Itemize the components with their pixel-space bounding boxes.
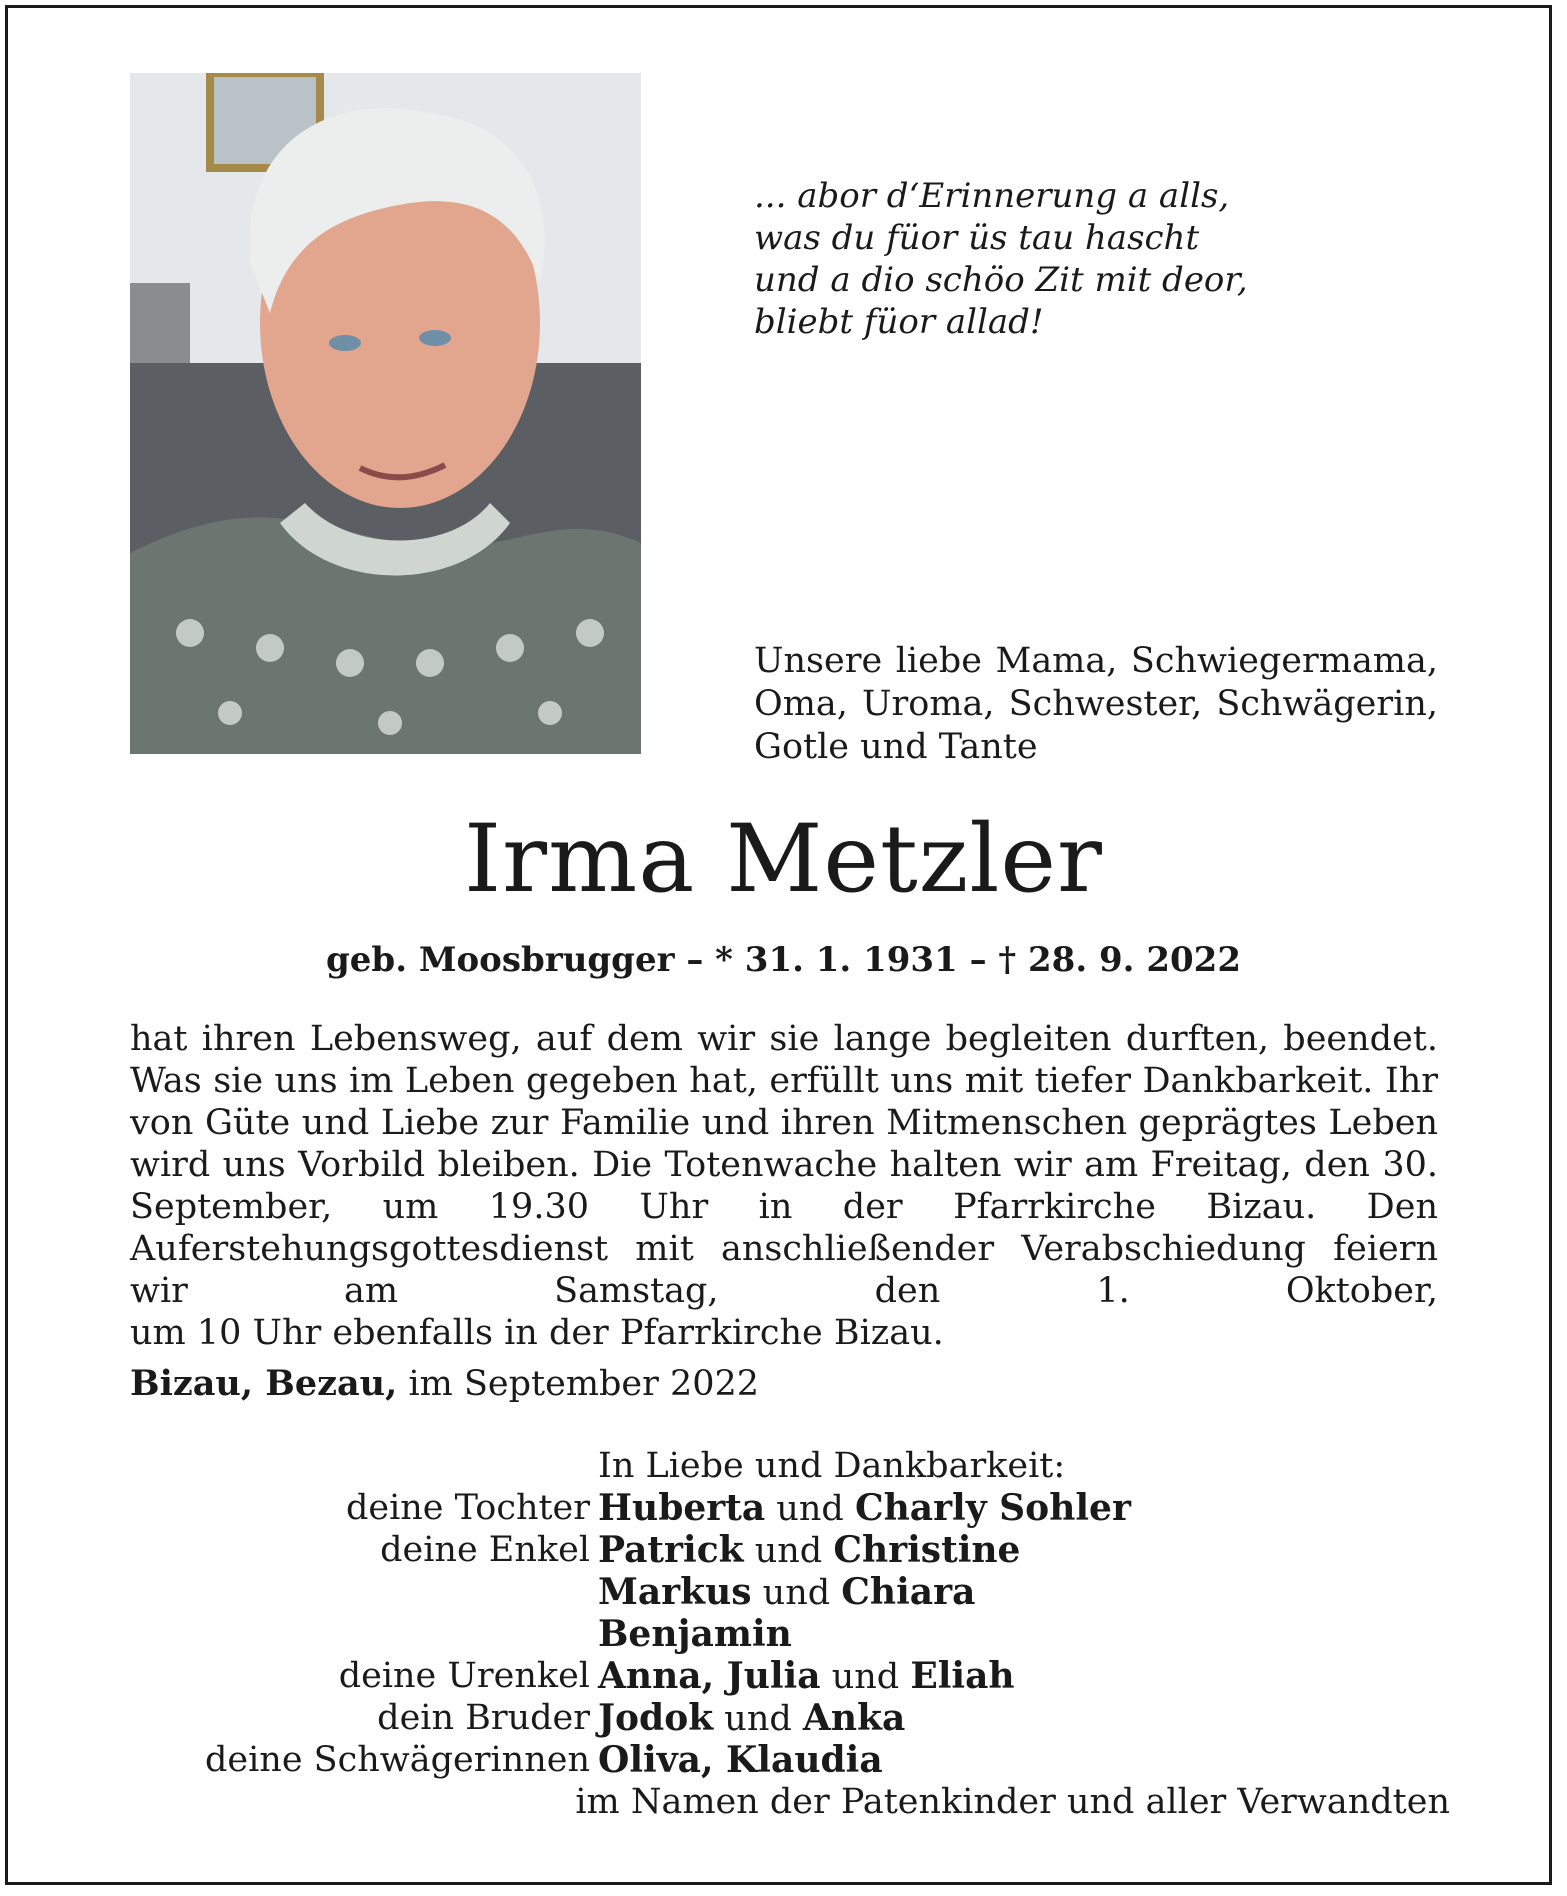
connector-text: und <box>751 1573 842 1613</box>
family-member-name: Anka <box>802 1697 906 1739</box>
family-names <box>598 1655 1015 1697</box>
family-member-name: Benjamin <box>598 1613 792 1655</box>
family-role: deine Enkel <box>380 1530 590 1570</box>
family-row <box>130 1571 1450 1613</box>
family-role <box>130 1613 598 1655</box>
family-row <box>130 1697 1450 1739</box>
family-row <box>130 1781 1450 1823</box>
family-heading-row <box>130 1445 1450 1487</box>
family-list <box>130 1445 1450 1823</box>
announcement-main: hat ihren Lebensweg, auf dem wir sie lange begleiten durften, beendet. Was sie uns im Leben gegeben hat, erfüllt uns mit tiefer Dankbarkeit. Ihr von Güte und Liebe zur Familie und ihren Mitmenschen geprägtes Leben wird uns Vorbild bleiben. Die Totenwache halten wir am Freitag, den 30. September, um 19.30 Uhr in der Pfarrkirche Bizau. Den Auferstehungsgottesdienst mit anschließender Verabschiedung feiern wir am Samstag, den 1. Oktober, <box>130 1019 1438 1311</box>
family-member-name: Eliah <box>910 1655 1015 1697</box>
intro-text: Unsere liebe Mama, Schwiegermama, Oma, Uroma, Schwester, Schwägerin, Gotle und Tante <box>754 641 1438 767</box>
family-heading: In Liebe und Dankbarkeit: <box>598 1446 1066 1486</box>
family-role <box>130 1571 598 1613</box>
family-member-name: Chiara <box>841 1571 976 1613</box>
place-date <box>130 1362 759 1406</box>
family-member-name: Christine <box>833 1529 1021 1571</box>
portrait-photo <box>130 73 641 754</box>
announcement-last-line: um 10 Uhr ebenfalls in der Pfarrkirche Bizau. <box>130 1313 944 1353</box>
family-member-name: Anna, Julia <box>598 1655 821 1697</box>
family-names <box>575 1781 1450 1823</box>
family-member-name: Charly Sohler <box>854 1487 1131 1529</box>
family-row <box>130 1655 1450 1697</box>
family-names <box>598 1613 792 1655</box>
family-role: dein Bruder <box>377 1698 590 1738</box>
quote-line-1: ... abor d‘Erinnerung a alls, <box>754 176 1230 216</box>
family-row <box>130 1613 1450 1655</box>
family-member-name: Patrick <box>598 1529 744 1571</box>
connector-text: und <box>713 1699 803 1739</box>
family-names <box>598 1739 883 1781</box>
birth-death-line: geb. Moosbrugger – * 31. 1. 1931 – † 28. 9. 2022 <box>326 940 1241 980</box>
family-role: deine Schwägerinnen <box>204 1740 590 1780</box>
family-role <box>130 1445 598 1487</box>
date: im September 2022 <box>408 1364 760 1404</box>
family-row <box>130 1529 1450 1571</box>
connector-text: im Namen der Patenkinder und aller Verwandten <box>575 1782 1450 1822</box>
family-member-name: Markus <box>598 1571 752 1613</box>
family-member-name: Huberta <box>598 1487 766 1529</box>
family-member-name: Jodok <box>598 1697 714 1739</box>
quote-line-2: was du füor üs tau hascht <box>754 218 1200 258</box>
family-row <box>130 1487 1450 1529</box>
family-names <box>598 1529 1020 1571</box>
places: Bizau, Bezau, <box>130 1363 398 1404</box>
memorial-quote <box>754 175 1454 343</box>
quote-line-3: und a dio schöo Zit mit deor, <box>754 260 1248 300</box>
connector-text: und <box>820 1657 911 1697</box>
connector-text: und <box>743 1531 834 1571</box>
family-role <box>130 1781 575 1823</box>
quote-line-4: bliebt füor allad! <box>754 302 1044 342</box>
family-names <box>598 1571 975 1613</box>
family-role: deine Tochter <box>345 1488 590 1528</box>
deceased-name: Irma Metzler <box>464 805 1103 914</box>
connector-text: und <box>765 1489 855 1529</box>
family-row <box>130 1739 1450 1781</box>
family-rows <box>130 1487 1450 1823</box>
family-names <box>598 1697 905 1739</box>
family-names <box>598 1487 1131 1529</box>
family-member-name: Oliva, Klaudia <box>598 1739 883 1781</box>
family-role: deine Urenkel <box>338 1656 590 1696</box>
announcement-text <box>130 1018 1438 1354</box>
